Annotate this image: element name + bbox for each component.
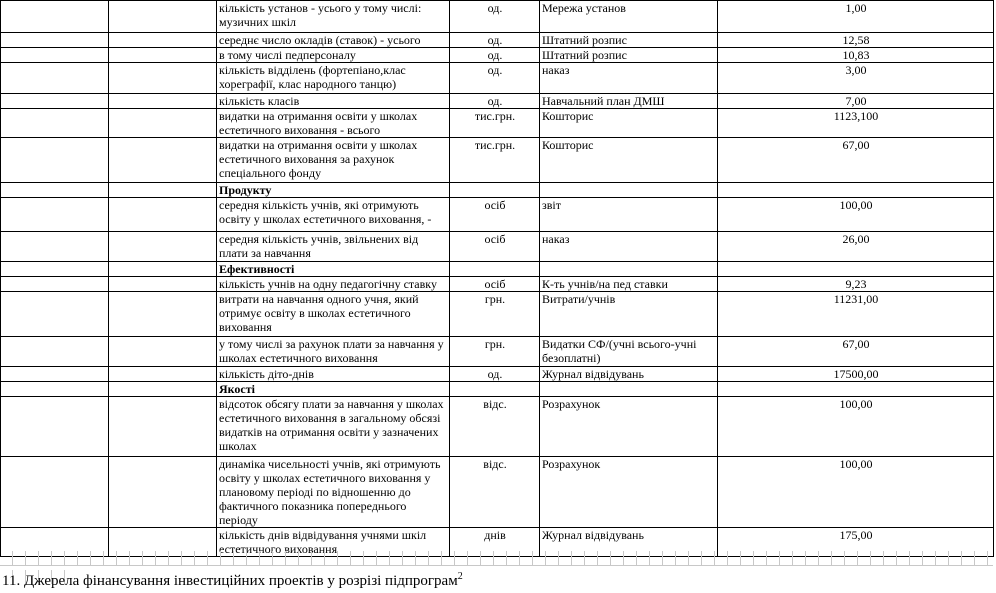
grid-cell bbox=[806, 551, 819, 565]
grid-cell bbox=[364, 551, 377, 565]
indicator-cell: середнє число окладів (ставок) - усього bbox=[217, 33, 450, 48]
grid-cell bbox=[273, 551, 286, 565]
grid-cell bbox=[533, 551, 546, 565]
unit-cell: осіб bbox=[450, 277, 540, 292]
grid-cell bbox=[884, 551, 897, 565]
section-11-heading bbox=[2, 567, 463, 591]
blank-cell-a bbox=[1, 397, 109, 457]
grid-cell bbox=[416, 551, 429, 565]
grid-cell bbox=[871, 551, 884, 565]
grid-cell bbox=[572, 551, 585, 565]
value-cell: 100,00 bbox=[718, 457, 994, 528]
grid-cell bbox=[13, 551, 26, 565]
indicator-cell: Продукту bbox=[217, 183, 450, 198]
grid-cell bbox=[650, 551, 663, 565]
table-row bbox=[1, 292, 994, 337]
value-cell: 9,23 bbox=[718, 277, 994, 292]
indicator-cell: середня кількість учнів, звільнених від плати за навчання bbox=[217, 232, 450, 262]
value-cell: 1123,100 bbox=[718, 109, 994, 138]
grid-cell bbox=[117, 551, 130, 565]
indicator-cell: відсоток обсягу плати за навчання у школах естетичного виховання в загальному обсязі видатків на отримання освіти у зазначених школах bbox=[217, 397, 450, 457]
grid-cell bbox=[0, 551, 13, 565]
value-cell bbox=[718, 382, 994, 397]
unit-cell: тис.грн. bbox=[450, 109, 540, 138]
grid-cell bbox=[559, 551, 572, 565]
grid-cell bbox=[936, 551, 949, 565]
source-cell bbox=[540, 183, 718, 198]
indicator-cell: кількість відділень (фортепіано,клас хореграфії, клас народного танцю) bbox=[217, 63, 450, 94]
blank-cell-a bbox=[1, 457, 109, 528]
unit-cell: осіб bbox=[450, 198, 540, 232]
grid-cell bbox=[455, 551, 468, 565]
grid-cell bbox=[598, 551, 611, 565]
value-cell: 67,00 bbox=[718, 138, 994, 183]
grid-cell bbox=[390, 551, 403, 565]
blank-cell-a bbox=[1, 198, 109, 232]
grid-cell bbox=[975, 551, 988, 565]
value-cell: 100,00 bbox=[718, 198, 994, 232]
grid-cell bbox=[91, 551, 104, 565]
indicator-cell: кількість учнів на одну педагогічну ставку bbox=[217, 277, 450, 292]
grid-cell bbox=[663, 551, 676, 565]
grid-cell bbox=[897, 551, 910, 565]
blank-cell-b bbox=[109, 262, 217, 277]
grid-cell bbox=[949, 551, 962, 565]
grid-cell bbox=[780, 551, 793, 565]
indicator-cell: видатки на отримання освіти у школах естетичного виховання за рахунок спеціального фонду bbox=[217, 138, 450, 183]
footnote-marker: 2 bbox=[457, 571, 463, 582]
grid-cell bbox=[676, 551, 689, 565]
source-cell bbox=[540, 382, 718, 397]
grid-cell bbox=[182, 551, 195, 565]
grid-cell bbox=[351, 551, 364, 565]
blank-cell-b bbox=[109, 48, 217, 63]
indicator-cell: кількість класів bbox=[217, 94, 450, 109]
grid-cell bbox=[130, 551, 143, 565]
section-header-row bbox=[1, 382, 994, 397]
grid-cell bbox=[793, 551, 806, 565]
blank-cell-b bbox=[109, 63, 217, 94]
grid-cell bbox=[845, 551, 858, 565]
blank-cell-b bbox=[109, 457, 217, 528]
blank-cell-b bbox=[109, 397, 217, 457]
section-header-row bbox=[1, 262, 994, 277]
unit-cell: днів bbox=[450, 528, 540, 557]
blank-cell-a bbox=[1, 138, 109, 183]
grid-cell bbox=[962, 551, 975, 565]
grid-cell bbox=[585, 551, 598, 565]
grid-cell bbox=[689, 551, 702, 565]
grid-cell bbox=[858, 551, 871, 565]
source-cell: Витрати/учнів bbox=[540, 292, 718, 337]
blank-cell-a bbox=[1, 48, 109, 63]
unit-cell: грн. bbox=[450, 292, 540, 337]
grid-cell bbox=[741, 551, 754, 565]
blank-cell-a bbox=[1, 94, 109, 109]
grid-cell bbox=[910, 551, 923, 565]
unit-cell bbox=[450, 382, 540, 397]
value-cell bbox=[718, 262, 994, 277]
unit-cell bbox=[450, 183, 540, 198]
unit-cell: од. bbox=[450, 48, 540, 63]
indicator-cell: Ефективності bbox=[217, 262, 450, 277]
value-cell bbox=[718, 183, 994, 198]
grid-cell bbox=[728, 551, 741, 565]
unit-cell: осіб bbox=[450, 232, 540, 262]
blank-cell-b bbox=[109, 292, 217, 337]
blank-cell-b bbox=[109, 232, 217, 262]
blank-cell-a bbox=[1, 183, 109, 198]
table-row bbox=[1, 48, 994, 63]
source-cell: К-ть учнів/на пед ставки bbox=[540, 277, 718, 292]
grid-cell bbox=[299, 551, 312, 565]
table-row bbox=[1, 63, 994, 94]
source-cell: наказ bbox=[540, 232, 718, 262]
indicator-cell: кількість днів відвідування учнями шкіл естетичного виховання bbox=[217, 528, 450, 557]
grid-cell bbox=[507, 551, 520, 565]
table-row bbox=[1, 367, 994, 382]
blank-cell-a bbox=[1, 33, 109, 48]
unit-cell: од. bbox=[450, 33, 540, 48]
unit-cell: од. bbox=[450, 94, 540, 109]
value-cell: 1,00 bbox=[718, 1, 994, 33]
blank-cell-b bbox=[109, 367, 217, 382]
grid-cell bbox=[819, 551, 832, 565]
indicator-cell: кількість діто-днів bbox=[217, 367, 450, 382]
indicator-cell: витрати на навчання одного учня, який отримує освіту в школах естетичного виховання bbox=[217, 292, 450, 337]
table-row bbox=[1, 337, 994, 367]
indicator-cell: кількість установ - усього у тому числі: музичних шкіл bbox=[217, 1, 450, 33]
value-cell: 67,00 bbox=[718, 337, 994, 367]
grid-cell bbox=[403, 551, 416, 565]
value-cell: 7,00 bbox=[718, 94, 994, 109]
source-cell: Мережа установ bbox=[540, 1, 718, 33]
grid-cell bbox=[520, 551, 533, 565]
table-row bbox=[1, 457, 994, 528]
blank-cell-a bbox=[1, 262, 109, 277]
empty-grid-row bbox=[0, 551, 993, 566]
blank-cell-a bbox=[1, 367, 109, 382]
value-cell: 12,58 bbox=[718, 33, 994, 48]
source-cell: Журнал відвідувань bbox=[540, 528, 718, 557]
blank-cell-b bbox=[109, 1, 217, 33]
grid-cell bbox=[52, 551, 65, 565]
grid-cell bbox=[221, 551, 234, 565]
section-header-row bbox=[1, 183, 994, 198]
grid-cell bbox=[442, 551, 455, 565]
table-row bbox=[1, 277, 994, 292]
indicator-cell: Якості bbox=[217, 382, 450, 397]
indicator-cell: у тому числі за рахунок плати за навчання у школах естетичного виховання bbox=[217, 337, 450, 367]
blank-cell-b bbox=[109, 183, 217, 198]
grid-cell bbox=[429, 551, 442, 565]
unit-cell: відс. bbox=[450, 457, 540, 528]
indicator-cell: видатки на отримання освіти у школах естетичного виховання - всього bbox=[217, 109, 450, 138]
table-row bbox=[1, 198, 994, 232]
source-cell: Видатки СФ/(учні всього-учні безоплатні) bbox=[540, 337, 718, 367]
grid-cell bbox=[611, 551, 624, 565]
value-cell: 10,83 bbox=[718, 48, 994, 63]
blank-cell-a bbox=[1, 337, 109, 367]
grid-cell bbox=[325, 551, 338, 565]
grid-cell bbox=[754, 551, 767, 565]
grid-cell bbox=[39, 551, 52, 565]
value-cell: 175,00 bbox=[718, 528, 994, 557]
value-cell: 3,00 bbox=[718, 63, 994, 94]
blank-cell-b bbox=[109, 382, 217, 397]
grid-cell bbox=[247, 551, 260, 565]
unit-cell: од. bbox=[450, 1, 540, 33]
blank-cell-a bbox=[1, 292, 109, 337]
value-cell: 26,00 bbox=[718, 232, 994, 262]
grid-cell bbox=[494, 551, 507, 565]
source-cell: наказ bbox=[540, 63, 718, 94]
grid-cell bbox=[546, 551, 559, 565]
blank-cell-a bbox=[1, 109, 109, 138]
grid-cell bbox=[624, 551, 637, 565]
blank-cell-a bbox=[1, 1, 109, 33]
table-row bbox=[1, 1, 994, 33]
blank-cell-a bbox=[1, 277, 109, 292]
indicator-cell: в тому числі педперсоналу bbox=[217, 48, 450, 63]
unit-cell: грн. bbox=[450, 337, 540, 367]
grid-cell bbox=[468, 551, 481, 565]
blank-cell-a bbox=[1, 63, 109, 94]
table-row bbox=[1, 397, 994, 457]
table-row bbox=[1, 232, 994, 262]
blank-cell-a bbox=[1, 232, 109, 262]
grid-cell bbox=[312, 551, 325, 565]
grid-cell bbox=[377, 551, 390, 565]
source-cell: звіт bbox=[540, 198, 718, 232]
unit-cell: відс. bbox=[450, 397, 540, 457]
blank-cell-b bbox=[109, 94, 217, 109]
grid-cell bbox=[338, 551, 351, 565]
grid-cell bbox=[156, 551, 169, 565]
source-cell: Журнал відвідувань bbox=[540, 367, 718, 382]
table-row bbox=[1, 138, 994, 183]
indicator-cell: динаміка чисельності учнів, які отримують освіту у школах естетичного виховання у плановому періоді по відношенню до фактичного показника попереднього періоду bbox=[217, 457, 450, 528]
table-row bbox=[1, 94, 994, 109]
grid-cell bbox=[78, 551, 91, 565]
source-cell: Розрахунок bbox=[540, 457, 718, 528]
grid-cell bbox=[26, 551, 39, 565]
grid-cell bbox=[637, 551, 650, 565]
source-cell: Розрахунок bbox=[540, 397, 718, 457]
value-cell: 17500,00 bbox=[718, 367, 994, 382]
grid-cell bbox=[702, 551, 715, 565]
blank-cell-b bbox=[109, 33, 217, 48]
value-cell: 11231,00 bbox=[718, 292, 994, 337]
blank-cell-b bbox=[109, 337, 217, 367]
section-11-heading-text: 11. Джерела фінансування інвестиційних проектів у розрізі підпрограм bbox=[2, 573, 458, 589]
grid-cell bbox=[234, 551, 247, 565]
source-cell: Штатний розпис bbox=[540, 48, 718, 63]
grid-cell bbox=[923, 551, 936, 565]
grid-cell bbox=[715, 551, 728, 565]
blank-cell-b bbox=[109, 109, 217, 138]
grid-cell bbox=[104, 551, 117, 565]
unit-cell bbox=[450, 262, 540, 277]
table-row bbox=[1, 109, 994, 138]
grid-cell bbox=[65, 551, 78, 565]
value-cell: 100,00 bbox=[718, 397, 994, 457]
unit-cell: тис.грн. bbox=[450, 138, 540, 183]
grid-cell bbox=[143, 551, 156, 565]
grid-cell bbox=[767, 551, 780, 565]
grid-cell bbox=[208, 551, 221, 565]
table-row bbox=[1, 33, 994, 48]
unit-cell: од. bbox=[450, 367, 540, 382]
source-cell: Кошторис bbox=[540, 109, 718, 138]
blank-cell-a bbox=[1, 382, 109, 397]
blank-cell-b bbox=[109, 277, 217, 292]
indicator-cell: середня кількість учнів, які отримують освіту у школах естетичного виховання, - bbox=[217, 198, 450, 232]
source-cell bbox=[540, 262, 718, 277]
unit-cell: од. bbox=[450, 63, 540, 94]
source-cell: Штатний розпис bbox=[540, 33, 718, 48]
grid-cell bbox=[260, 551, 273, 565]
grid-cell bbox=[286, 551, 299, 565]
indicators-table-body bbox=[1, 1, 994, 557]
source-cell: Кошторис bbox=[540, 138, 718, 183]
grid-cell bbox=[169, 551, 182, 565]
blank-cell-b bbox=[109, 138, 217, 183]
source-cell: Навчальний план ДМШ bbox=[540, 94, 718, 109]
grid-cell bbox=[832, 551, 845, 565]
grid-cell bbox=[195, 551, 208, 565]
blank-cell-b bbox=[109, 198, 217, 232]
grid-cell bbox=[481, 551, 494, 565]
